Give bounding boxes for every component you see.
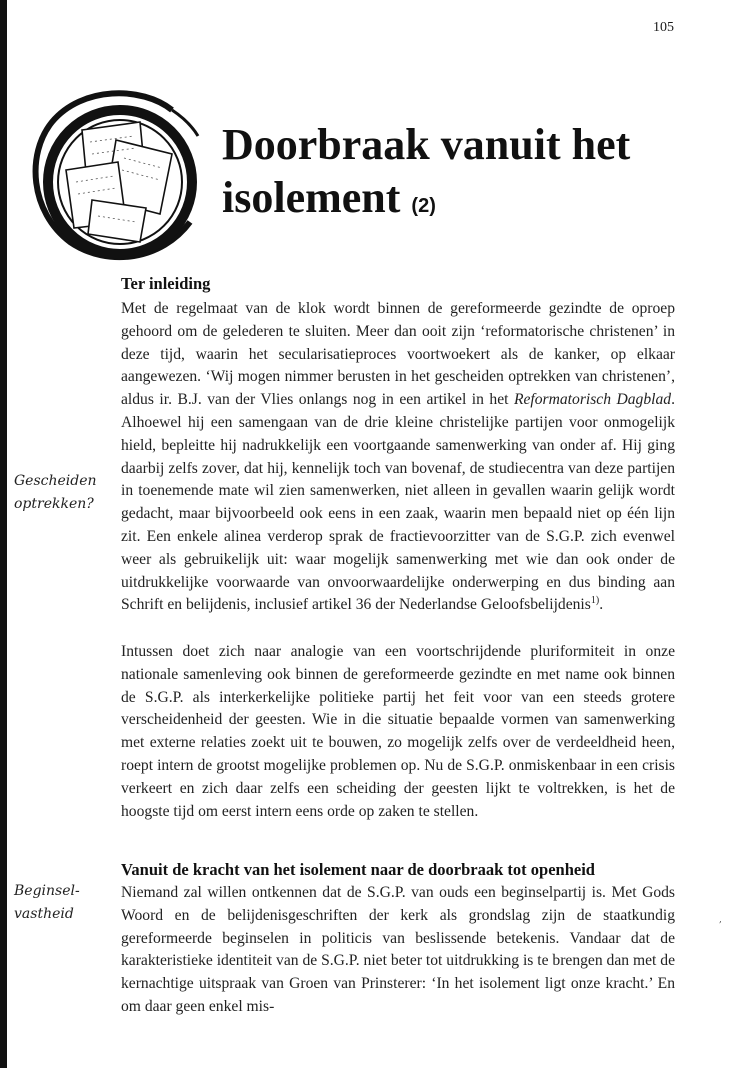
article-title xyxy=(222,118,722,233)
newspaper-title: Reformatorisch Dagblad xyxy=(513,391,672,409)
section-heading-intro: Ter inleiding xyxy=(121,274,211,293)
isolement-paragraph-1: Niemand zal willen ontkennen dat de S.G.P. van ouds een beginselpartij is. Met Gods Woord en de belijdenisgeschriften der kerk als grondslag zijn de staatkundig gereformeerde beginselen in politicis van beslissende betekenis. Vandaar dat de karakteristieke identiteit van de S.G.P. niet beter tot uitdrukking is te brengen dan met de kernachtige uitspraak van Groen van Prinsterer: ‘In het isolement ligt onze kracht.’ En om daar geen enkel mis- xyxy=(121,884,675,1015)
margin-note-gescheiden: Gescheiden optrekken? xyxy=(14,473,97,512)
stray-mark: , xyxy=(719,915,722,925)
intro-text-a: Met de regelmaat van de klok wordt binnen de gereformeerde gezindte de oproep gehoord om de gelederen te sluiten. Meer dan ooit zijn ‘reformatorische christenen’ in deze tijd, waarin het secularisatieproces voortwoekert als de kanker, op elkaar aangewezen. ‘Wij mogen nimmer berusten in het gescheiden optrekken van christenen’, aldus ir. B.J. van der Vlies onlangs nog in een artikel in het xyxy=(121,300,675,409)
left-margin-rule xyxy=(0,0,7,1068)
article-title-main: Doorbraak vanuit het isolement xyxy=(222,120,631,222)
intro-text-end: . xyxy=(599,596,604,614)
intro-paragraph-1 xyxy=(121,298,675,617)
page-number: 105 xyxy=(653,20,674,35)
margin-note-beginselvastheid: Beginsel-vastheid xyxy=(14,883,80,922)
intro-text-b: . Alhoewel hij een samengaan van de drie kleine christelijke partijen voor onmogelijk hield, bepleitte hij nadrukkelijk een voortgaande samenwerking van onder af. Hij ging daarbij zelfs zover, dat hij, kennelijk toch van bovenaf, de studiecentra van deze partijen in toenemende mate wil zien samenwerken, niet alleen in gevallen waarin gelijk wordt gedacht, maar bijvoorbeeld ook eens in een zaak, waarin men bepaald niet op één lijn zit. Een enkele alinea verderop sprak de fractievoorzitter van de S.G.P. zich evenwel weer als gebruikelijk uit: waar mogelijk samenwerking met wie dan ook onder de uitdrukkelijke voorwaarde van onvoorwaardelijke onderwerping en dus binding aan Schrift en belijdenis, inclusief artikel 36 der Nederlandse Geloofsbelijdenis xyxy=(121,391,675,614)
footnote-marker: 1) xyxy=(590,595,600,607)
section-heading-isolement: Vanuit de kracht van het isolement naar de doorbraak tot openheid xyxy=(121,860,595,879)
intro-paragraph-2: Intussen doet zich naar analogie van een voortschrijdende pluriformiteit in onze nationale samenleving ook binnen de gereformeerde gezindte en met name ook binnen de S.G.P. als interkerkelijke politieke partij het feit voor van een steeds grotere verscheidenheid der geesten. Wie in die situatie bepaalde vormen van samenwerking met externe relaties zoekt uit te bouwen, zo mogelijk zelfs over de verdeeldheid heen, roept intern de grootst mogelijke problemen op. Nu de S.G.P. onmiskenbaar in een crisis verkeert en zich daar zelfs een scheiding der geesten lijkt te voltrekken, is het de hoogste tijd om eerst intern eens orde op zaken te stellen. xyxy=(121,643,675,820)
documents-emblem-icon xyxy=(22,82,206,266)
article-title-suffix: (2) xyxy=(411,195,436,217)
